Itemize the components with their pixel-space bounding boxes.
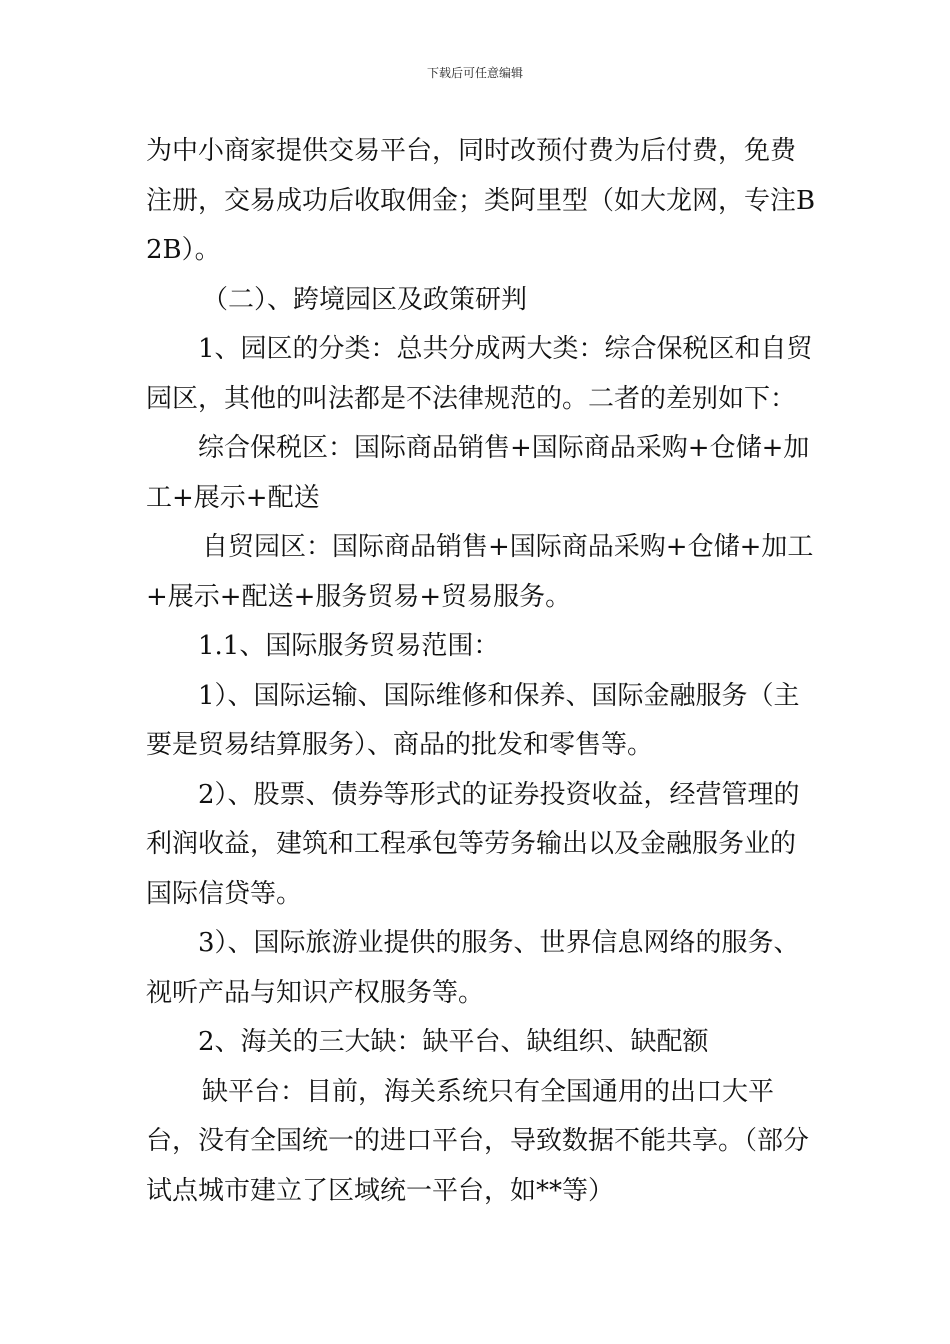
section-heading-parks: （二）、跨境园区及政策研判 [202,284,528,315]
paragraph-customs-gaps: 2、海关的三大缺：缺平台、缺组织、缺配额 [198,1027,709,1057]
paragraph-platform-intro: 为中小商家提供交易平台，同时改预付费为后付费，免费注册，交易成功后收取佣金；类阿里型（如大龙网，专注B2B）。 [146,136,816,265]
paragraph-bonded-zone: 综合保税区：国际商品销售+国际商品采购+仓储+加工+展示+配送 [146,433,810,513]
paragraph-scope-item-1: 1）、国际运输、国际维修和保养、国际金融服务（主要是贸易结算服务）、商品的批发和零售等。 [146,680,800,760]
paragraph-park-classification: 1、园区的分类：总共分成两大类：综合保税区和自贸园区，其他的叫法都是不法律规范的。二者的差别如下： [146,334,813,414]
subheading-service-trade-scope: 1.1、国际服务贸易范围： [198,631,500,661]
paragraph-scope-item-2: 2）、股票、债券等形式的证券投资收益，经营管理的利润收益，建筑和工程承包等劳务输出以及金融服务业的国际信贷等。 [146,779,800,909]
document-body [146,127,816,1216]
paragraph-free-trade-zone: 自贸园区：国际商品销售+国际商品采购+仓储+加工+展示+配送+服务贸易+贸易服务。 [146,532,814,612]
paragraph-scope-item-3: 3）、国际旅游业提供的服务、世界信息网络的服务、视听产品与知识产权服务等。 [146,928,800,1008]
paragraph-lack-of-platform: 缺平台：目前，海关系统只有全国通用的出口大平台，没有全国统一的进口平台，导致数据不能共享。（部分试点城市建立了区域统一平台，如**等） [146,1076,810,1206]
page-header-note: 下载后可任意编辑 [426,66,523,80]
